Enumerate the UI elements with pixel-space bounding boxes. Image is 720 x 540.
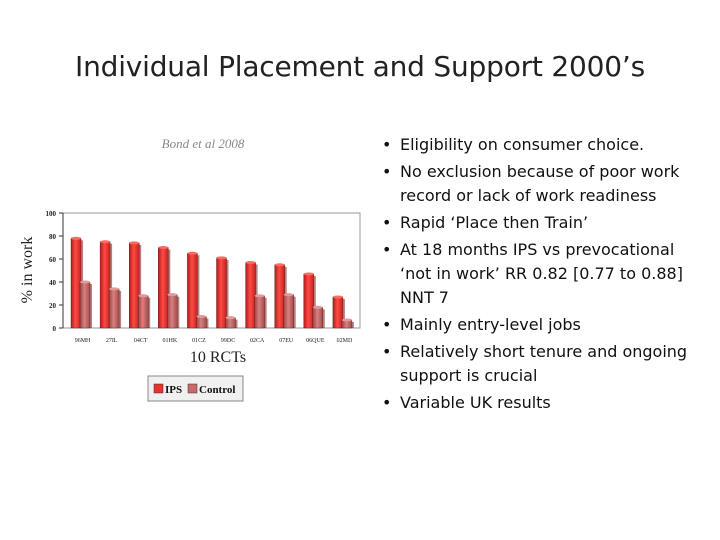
bar-shadow xyxy=(294,297,296,328)
bullet-marker: • xyxy=(382,393,392,412)
bullet-item xyxy=(382,391,702,415)
bar-control-01cz xyxy=(196,317,206,329)
bullet-text: Relatively short tenure and ongoing support is crucial xyxy=(400,342,688,385)
bar-shadow xyxy=(119,291,121,328)
bar-ips-04ct xyxy=(129,243,139,328)
y-tick-label: 40 xyxy=(49,279,56,287)
bar-cap xyxy=(109,287,119,290)
bar-shadow xyxy=(148,298,150,328)
bar-control-07eu xyxy=(284,295,294,328)
bullet-item xyxy=(382,238,702,310)
bar-cap xyxy=(333,295,343,298)
bullet-marker: • xyxy=(382,342,392,361)
bar-shadow xyxy=(90,284,92,328)
bar-control-96mh xyxy=(80,282,90,328)
bar-shadow xyxy=(323,309,325,328)
bullet-text: Eligibility on consumer choice. xyxy=(400,135,645,154)
y-tick-label: 20 xyxy=(49,302,56,310)
bar-cap xyxy=(217,256,227,259)
y-tick-label: 100 xyxy=(45,210,56,218)
x-tick-label: 02MD xyxy=(336,338,353,344)
bar-cap xyxy=(246,261,256,264)
x-tick-label: 04CT xyxy=(133,338,148,344)
bullet-text: At 18 months IPS vs prevocational ‘not in work’ RR 0.82 [0.77 to 0.88] NNT 7 xyxy=(400,240,683,307)
bar-ips-01hk xyxy=(158,248,168,329)
bar-cap xyxy=(80,281,90,284)
bar-ips-96mh xyxy=(71,238,81,328)
bar-cap xyxy=(226,316,236,319)
bar-ips-99dc xyxy=(217,258,227,328)
x-tick-label: 96MH xyxy=(74,338,91,344)
bar-control-04ct xyxy=(138,296,148,328)
bar-cap xyxy=(129,241,139,244)
bullet-marker: • xyxy=(382,162,392,181)
x-tick-label: 02CA xyxy=(249,338,265,344)
bar-shadow xyxy=(352,322,354,328)
bar-shadow xyxy=(265,298,267,328)
bar-cap xyxy=(167,293,177,296)
bar-cap xyxy=(313,306,323,309)
bar-cap xyxy=(71,237,81,240)
bullet-text: No exclusion because of poor work record or lack of work readiness xyxy=(400,162,680,205)
bar-cap xyxy=(284,293,294,296)
bullet-item xyxy=(382,211,702,235)
legend-swatch-control xyxy=(188,384,197,393)
x-tick-label: 07EU xyxy=(279,338,294,344)
bar-control-99dc xyxy=(226,318,236,328)
bar-cap xyxy=(275,263,285,266)
bullet-item xyxy=(382,313,702,337)
bar-control-27il xyxy=(109,289,119,328)
legend-label-ips: IPS xyxy=(165,384,183,396)
bullet-marker: • xyxy=(382,213,392,232)
bar-shadow xyxy=(236,320,238,328)
bullet-text: Mainly entry-level jobs xyxy=(400,315,581,334)
bullet-item xyxy=(382,133,702,157)
bar-cap xyxy=(196,315,206,318)
bar-control-06que xyxy=(313,307,323,328)
legend-swatch-ips xyxy=(154,384,163,393)
bar-cap xyxy=(342,318,352,321)
bullet-marker: • xyxy=(382,135,392,154)
bullet-marker: • xyxy=(382,315,392,334)
bar-shadow xyxy=(206,319,208,329)
bullet-marker: • xyxy=(382,240,392,259)
x-tick-label: 01CZ xyxy=(192,338,206,344)
y-axis-label: % in work xyxy=(19,236,36,304)
bar-ips-06que xyxy=(304,274,314,328)
bar-shadow xyxy=(177,297,179,328)
bar-ips-01cz xyxy=(187,253,197,328)
bar-cap xyxy=(138,294,148,297)
chart-legend xyxy=(148,376,243,401)
bar-cap xyxy=(187,252,197,255)
bullet-item xyxy=(382,340,702,388)
chart-title: Bond et al 2008 xyxy=(161,136,245,151)
bar-control-02ca xyxy=(255,296,265,328)
bar-ips-02ca xyxy=(246,262,256,328)
bar-cap xyxy=(304,272,314,275)
bullet-text: Rapid ‘Place then Train’ xyxy=(400,213,589,232)
bullet-text: Variable UK results xyxy=(400,393,551,412)
bar-chart xyxy=(18,130,370,415)
x-tick-label: 27IL xyxy=(105,338,118,344)
x-tick-label: 99DC xyxy=(220,338,236,344)
y-tick-label: 0 xyxy=(52,325,56,333)
bullet-list xyxy=(382,133,702,418)
bar-cap xyxy=(158,246,168,249)
bar-ips-02md xyxy=(333,297,343,328)
x-tick-label: 01HK xyxy=(162,338,178,344)
bar-ips-27il xyxy=(100,242,110,328)
slide-title: Individual Placement and Support 2000’s xyxy=(75,50,645,83)
x-tick-label: 06QUE xyxy=(306,338,325,344)
y-tick-label: 80 xyxy=(49,233,56,241)
bar-cap xyxy=(100,240,110,243)
bar-cap xyxy=(255,294,265,297)
y-tick-label: 60 xyxy=(49,256,56,264)
bar-ips-07eu xyxy=(275,265,285,328)
legend-label-control: Control xyxy=(199,384,236,396)
x-axis-label: 10 RCTs xyxy=(189,349,247,366)
bar-control-01hk xyxy=(167,295,177,328)
bullet-item xyxy=(382,160,702,208)
